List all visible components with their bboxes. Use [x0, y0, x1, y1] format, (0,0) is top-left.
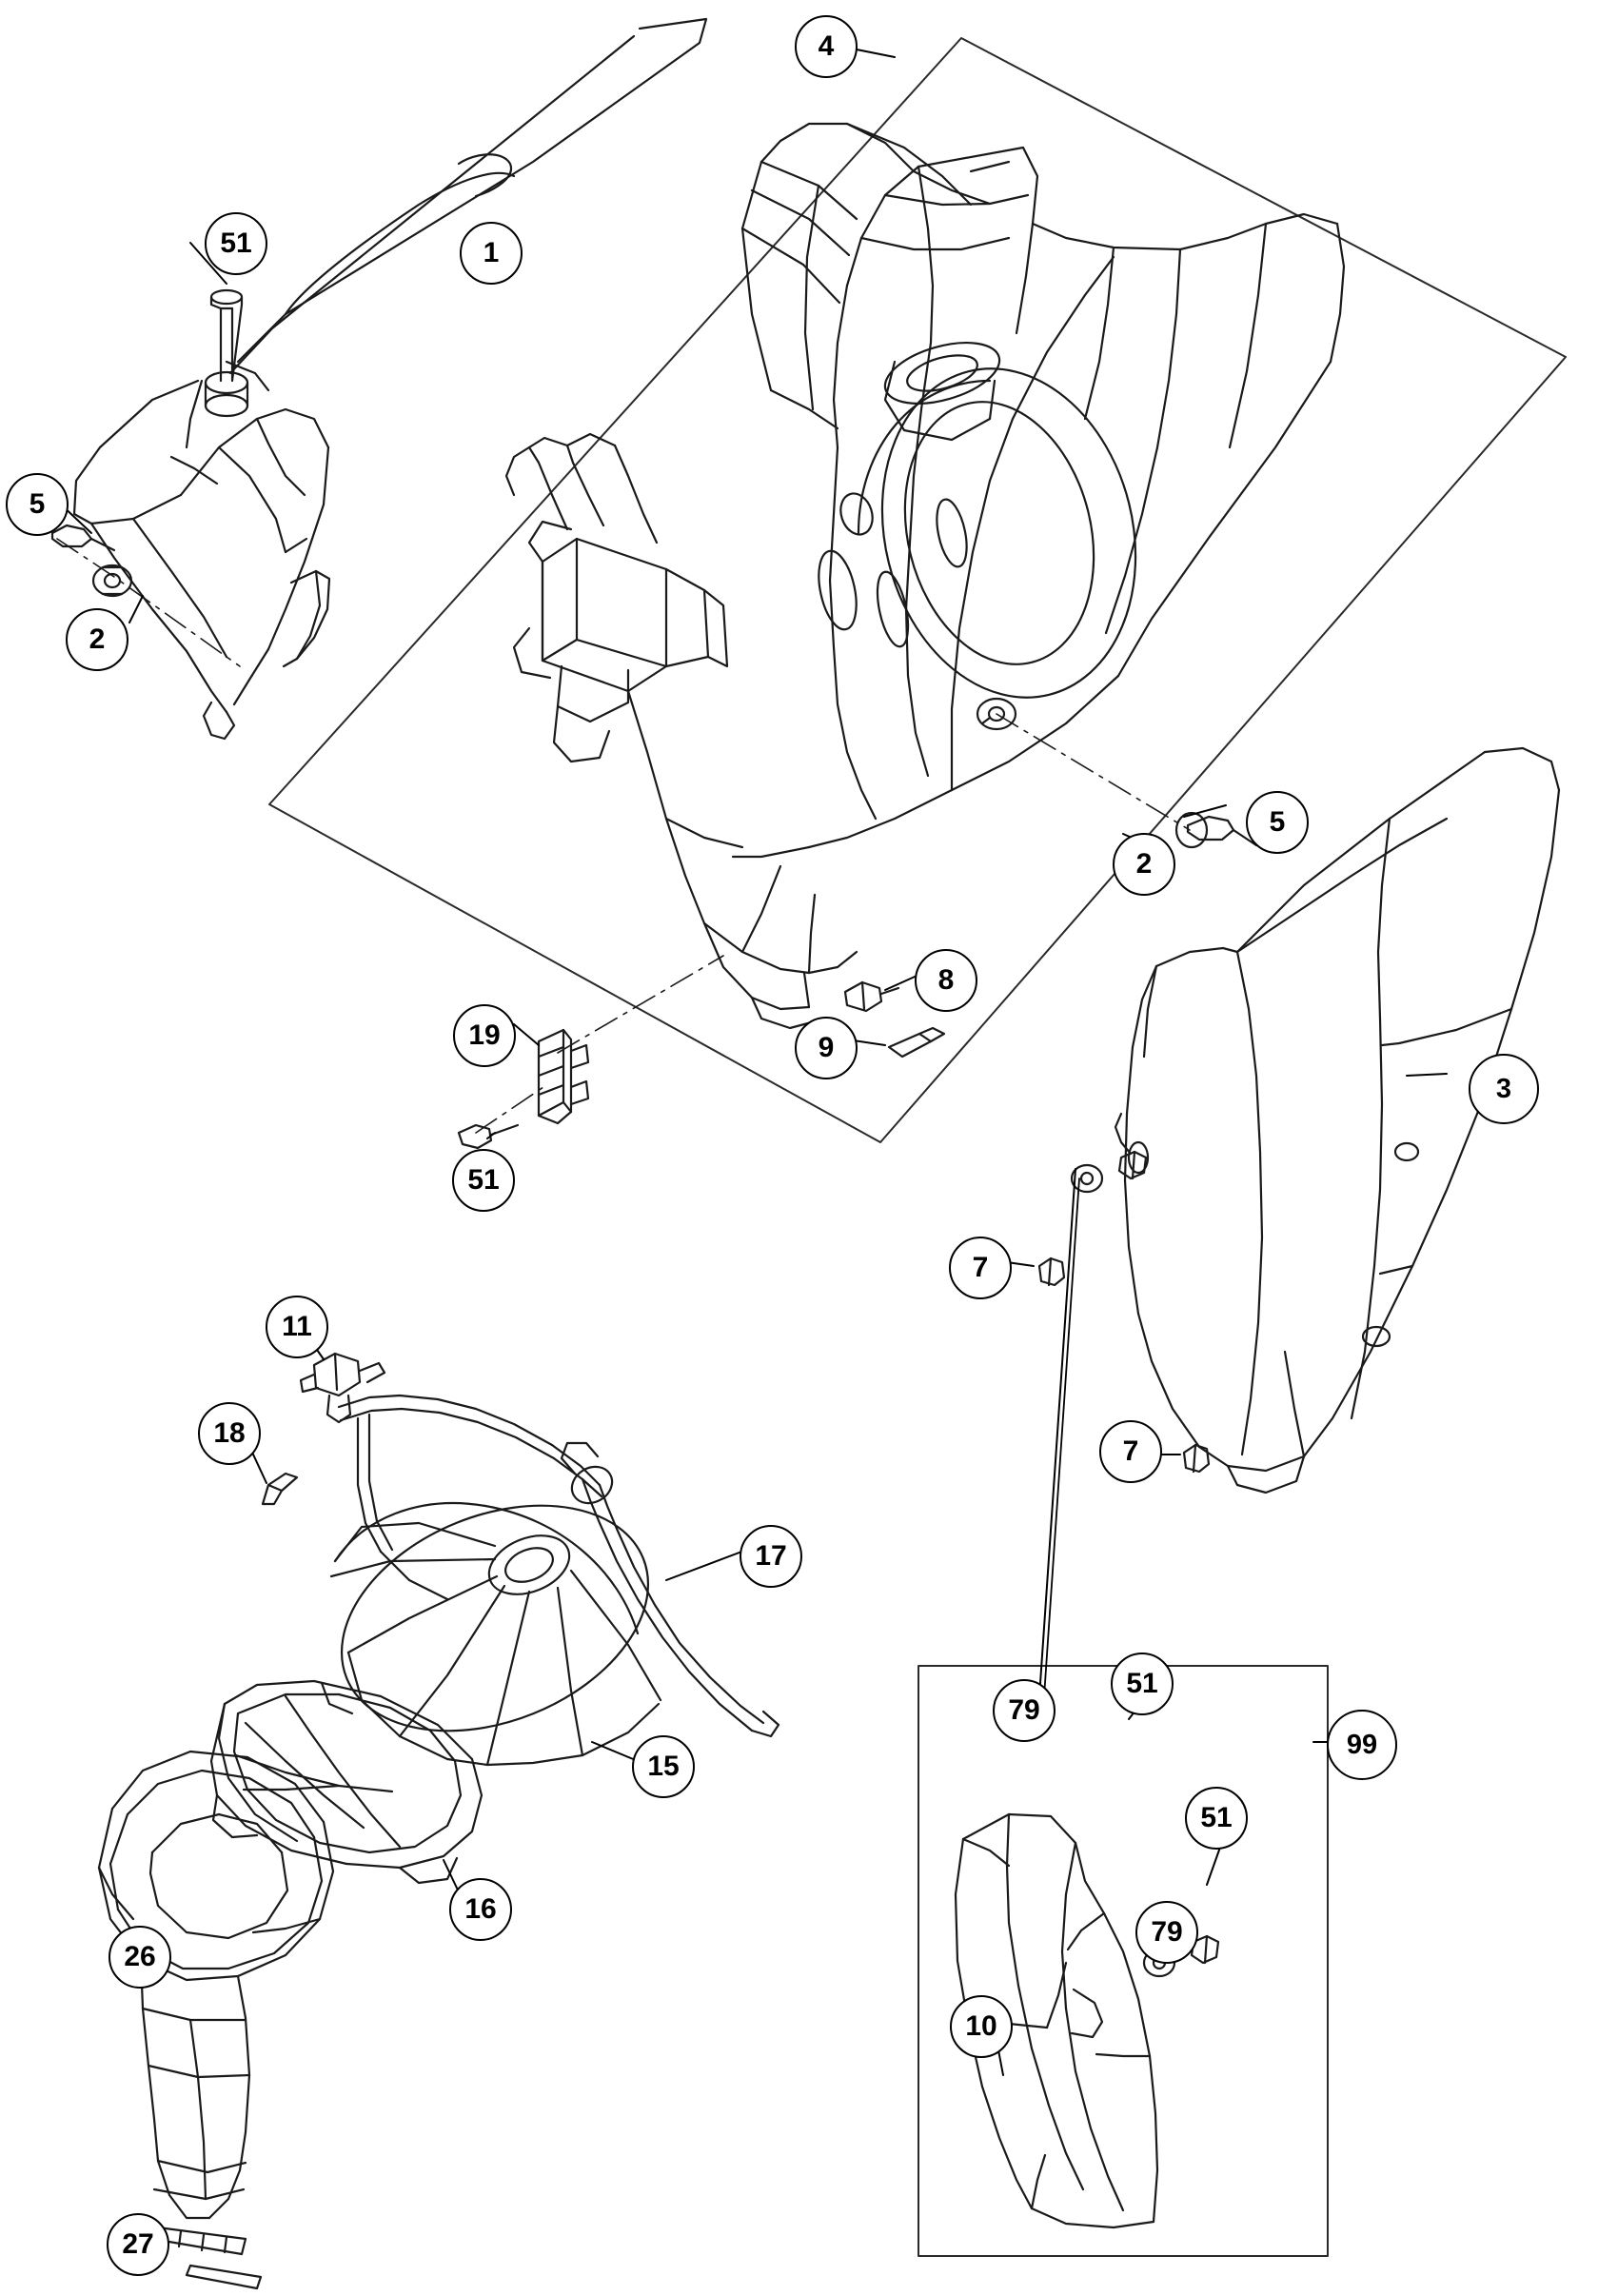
callout-51d[interactable]: 51: [1185, 1787, 1248, 1850]
callout-5a[interactable]: 5: [6, 473, 69, 536]
callout-1[interactable]: 1: [460, 222, 523, 285]
callout-9[interactable]: 9: [795, 1017, 858, 1079]
callout-2b[interactable]: 2: [1113, 833, 1175, 896]
callout-5b[interactable]: 5: [1246, 791, 1309, 854]
callout-2a[interactable]: 2: [66, 608, 128, 671]
callout-8[interactable]: 8: [915, 949, 977, 1012]
callout-17[interactable]: 17: [740, 1525, 802, 1588]
callout-3[interactable]: 3: [1469, 1054, 1539, 1124]
callout-26[interactable]: 26: [109, 1926, 171, 1989]
callout-11[interactable]: 11: [266, 1296, 328, 1358]
callout-15[interactable]: 15: [632, 1735, 695, 1798]
callout-79b[interactable]: 79: [1135, 1901, 1198, 1964]
callout-4[interactable]: 4: [795, 15, 858, 78]
callout-7a[interactable]: 7: [949, 1237, 1012, 1299]
callout-16[interactable]: 16: [449, 1878, 512, 1941]
callout-51c[interactable]: 51: [1111, 1653, 1174, 1715]
callout-10[interactable]: 10: [950, 1995, 1013, 2058]
callout-51b[interactable]: 51: [452, 1149, 515, 1212]
callout-79a[interactable]: 79: [993, 1679, 1056, 1742]
callout-27[interactable]: 27: [107, 2213, 169, 2276]
callout-19[interactable]: 19: [453, 1004, 516, 1067]
callout-18[interactable]: 18: [198, 1402, 261, 1465]
callout-7b[interactable]: 7: [1099, 1420, 1162, 1483]
callout-51a[interactable]: 51: [205, 212, 267, 275]
callout-99[interactable]: 99: [1327, 1710, 1397, 1780]
